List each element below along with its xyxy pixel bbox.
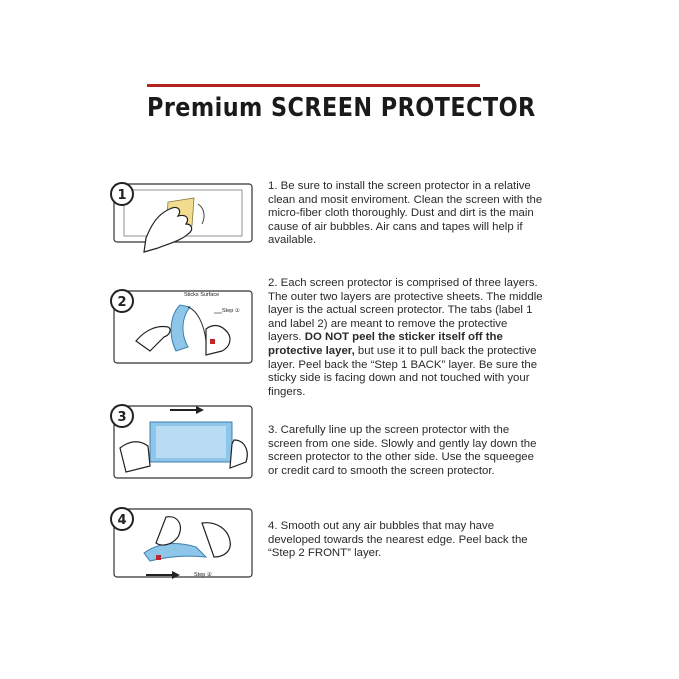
step-2-illustration bbox=[106, 285, 256, 365]
step-3-illustration bbox=[106, 400, 256, 480]
step-2-text-part1: 2. Each screen protector is comprised of three layers. The outer two layers are protective sheets. The middle layer is the actual screen protector. The tabs (label 1 and label 2) are meant to remove the protective layers. bbox=[268, 277, 543, 344]
step-2-text-part2: but use it to pull back the protective layer. Peel back the “Step 1 BACK” layer. Be sure the sticky side is facing down and not touched with your fingers. bbox=[268, 344, 538, 398]
step-1-illustration bbox=[106, 178, 256, 258]
step-1-tab-label: Step ① bbox=[222, 308, 240, 314]
step-2-text bbox=[268, 277, 543, 399]
step-1-text: 1. Be sure to install the screen protector in a relative clean and mosit enviroment. Clean the screen with the micro-fiber cloth thoroughly. Dust and dirt is the main cause of air bubbles. Air cans and tapes will help if available. bbox=[268, 180, 543, 247]
sticks-surface-label: Sticks Surface bbox=[184, 292, 220, 298]
step-2-warning: DO NOT peel the sticker itself off the protective layer, bbox=[268, 331, 503, 357]
step-3-text: 3. Carefully line up the screen protector with the screen from one side. Slowly and gently lay down the screen protector to the other side. Use the squeegee or credit card to smooth the screen protector. bbox=[268, 424, 537, 477]
step-3-number: 3 bbox=[117, 410, 127, 425]
title-rule bbox=[147, 84, 480, 87]
step-1-number: 1 bbox=[117, 188, 127, 203]
step-2-number: 2 bbox=[117, 295, 127, 310]
step-2-tab-label: Step ② bbox=[194, 572, 212, 578]
page-title: Premium SCREEN PROTECTOR bbox=[147, 93, 536, 123]
step-4-illustration bbox=[106, 503, 256, 583]
step-4-text: 4. Smooth out any air bubbles that may have developed towards the nearest edge. Peel back the “Step 2 FRONT” layer. bbox=[268, 520, 528, 560]
step-4-number: 4 bbox=[117, 513, 127, 528]
